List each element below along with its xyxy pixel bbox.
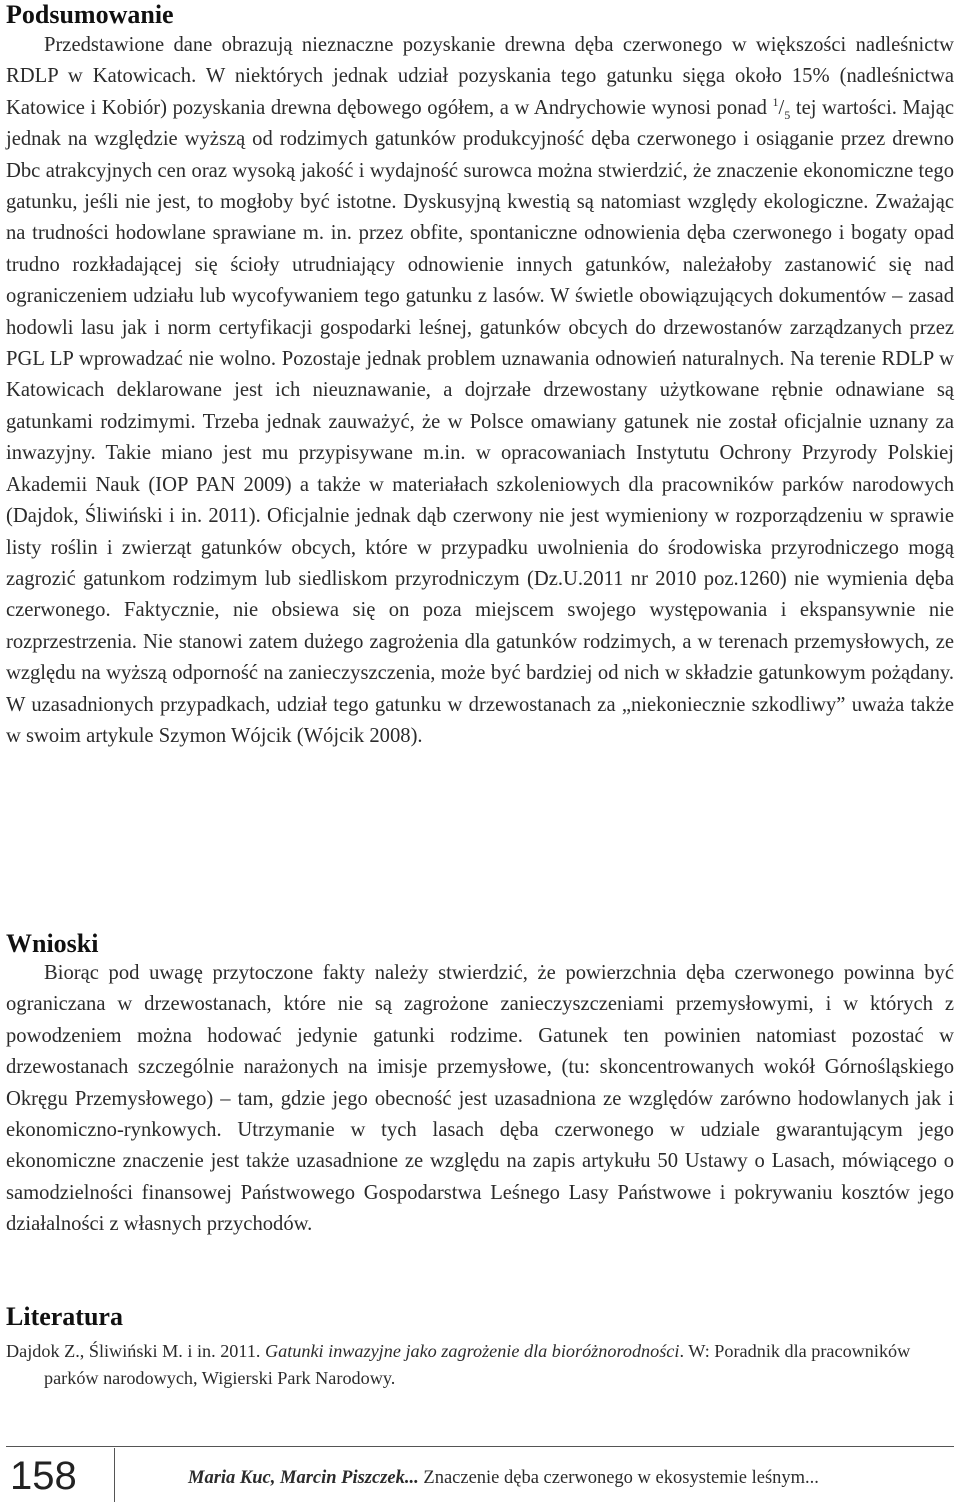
reference-title: Gatunki inwazyjne jako zagrożenie dla bioróżnorodności [265, 1341, 680, 1361]
fraction-separator: / [778, 96, 785, 119]
section-heading-wnioski: Wnioski [6, 929, 99, 958]
reference-entry [6, 1338, 954, 1392]
running-footer-title: Znaczenie dęba czerwonego w ekosystemie leśnym... [423, 1468, 819, 1488]
reference-source: . W: Poradnik dla pracowników parków narodowych, Wigierski Park Narodowy. [44, 1341, 911, 1388]
fraction-numerator: 1 [772, 94, 779, 109]
running-footer [188, 1466, 954, 1490]
fraction-denominator: 5 [784, 107, 791, 122]
page-number: 158 [10, 1454, 77, 1498]
paragraph-wnioski: Biorąc pod uwagę przytoczone fakty należy stwierdzić, że powierzchnia dęba czerwonego powinna być ograniczana w drzewostanach, które nie są zagrożone zanieczyszczeniami przemysłowymi, i w których z powodzeniem można hodować jedynie gatunki rodzime. Gatunek ten powinien natomiast pozostać w drzewostanach szczególnie narażonych na imisje przemysłowe, (tu: skoncentrowanych wokół Górnośląskiego Okręgu Przemysłowego) – tam, gdzie jego obecność jest uzasadniona ze względów zarówno hodowlanych jak i ekonomiczno-rynkowych. Utrzymanie w tych lasach dęba czerwonego w udziale gwarantującym jego ekonomiczne znaczenie jest także uzasadnione ze względu na zapis artykułu 50 Ustawy o Lasach, mówiącego o samodzielności finansowej Państwowego Gospodarstwa Leśnego Lasy Państwowe i pokrywaniu kosztów jego działalności z własnych przychodów. [6, 962, 954, 1236]
running-footer-authors: Maria Kuc, Marcin Piszczek... [188, 1468, 419, 1488]
section-heading-literatura: Literatura [6, 1302, 123, 1331]
footer-vertical-divider [114, 1448, 115, 1502]
paragraph-text-continued: tej wartości. Mając jednak na względzie wyższą od rodzimych gatunków produkcyjność dęba czerwonego i osiąganie przez drewno Dbc atrakcyjnych cen oraz wysoką jakość i wydajność surowca można stwierdzić, że znaczenie ekonomiczne tego gatunku, jeśli nie jest, to mogłoby być istotne. Dyskusyjną kwestią są natomiast względy ekologiczne. Zważając na trudności hodowlane sprawiane m. in. przez obfite, spontaniczne odnowienia dęba czerwonego i bogaty opad trudno rozkładającej się ścioły utrudniający odnowienie innych gatunków, należałoby zastanowić się nad ograniczeniem udziału lub wycofywaniem tego gatunku z lasów. W świetle obowiązujących dokumentów – zasad hodowli lasu jak i norm certyfikacji gospodarki leśnej, gatunków obcych do drzewostanów zarządzanych przez PGL LP wprowadzać nie wolno. Pozostaje jednak problem uznawania odnowień naturalnych. Na terenie RDLP w Katowicach deklarowane jest ich nieuznawanie, a dojrzałe drzewostany użytkowane rębnie odnawiane są gatunkami rodzimymi. Trzeba jednak zauważyć, że w Polsce omawiany gatunek nie został oficjalnie uznany za inwazyjny. Takie miano jest mu przypisywane m.in. w opracowaniach Instytutu Ochrony Przyrody Polskiej Akademii Nauk (IOP PAN 2009) a także w materiałach szkoleniowych dla pracowników parków narodowych (Dajdok, Śliwiński i in. 2011). Oficjalnie jednak dąb czerwony nie jest wymieniony w rozporządzeniu w sprawie listy roślin i zwierząt gatunków obcych, które w przypadku uwolnienia do środowiska przyrodniczego mogą zagrozić gatunkom rodzimym lub siedliskom przyrodniczym (Dz.U.2011 nr 2010 poz.1260) nie wymienia dęba czerwonego. Faktycznie, nie obsiewa się on poza miejscem swojego występowania i ekspansywnie nie rozprzestrzenia. Nie stanowi zatem dużego zagrożenia dla gatunków rodzimych, a w terenach przemysłowych, ze względu na wyższą odporność na zanieczyszczenia, może być bardziej od nich w składzie gatunkowym pożądany. W uzasadnionych przypadkach, udział tego gatunku w drzewostanach za „niekoniecznie szkodliwy” uważa także w swoim artykule Szymon Wójcik (Wójcik 2008). [6, 96, 954, 747]
paragraph-text: Przedstawione dane obrazują nieznaczne pozyskanie drewna dęba czerwonego w większości nadleśnictw RDLP w Katowicach. W niektórych jednak udział pozyskania tego gatunku sięga około 15% (nadleśnictwa Katowice i Kobiór) pozyskania drewna dębowego ogółem, a w Andrychowie wynosi ponad [6, 34, 954, 119]
footer-divider [6, 1446, 954, 1447]
section-heading-podsumowanie: Podsumowanie [6, 0, 174, 29]
paragraph-podsumowanie [6, 30, 954, 752]
reference-authors: Dajdok Z., Śliwiński M. i in. 2011. [6, 1341, 266, 1361]
